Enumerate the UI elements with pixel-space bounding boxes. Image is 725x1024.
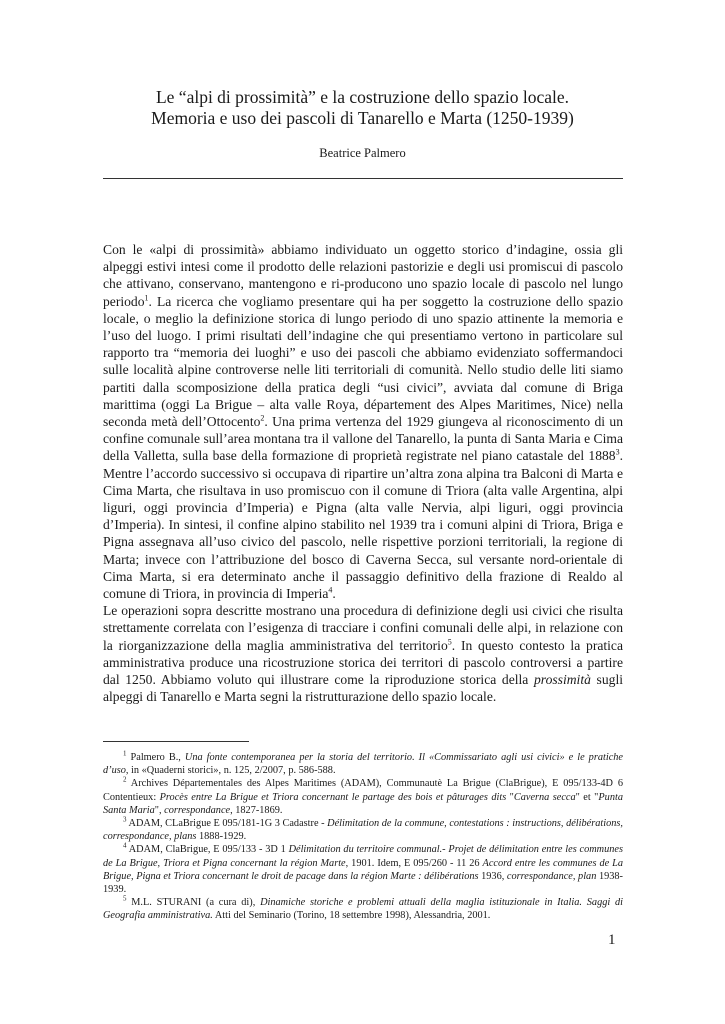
footnote-ref-4: 4 [328,585,333,595]
title-line-1: Le “alpi di prossimità” e la costruzione dello spazio locale. [155,87,570,107]
footnote-2: $^2$ Archives Départementales des Alpes Maritimes (ADAM), Communautè La Brigue (ClaBrigue), E 095/133-4D 6 Contentieux: Procès entre La Brigue et Triora concernant le partage des bois et pâturages dits "Caverna secca" et "Punta Santa Maria", correspondance, 1827-1869. [103,775,623,816]
footnote-ref-3: 3 [615,447,620,457]
page-number: 1 [608,932,616,948]
author-name: Beatrice Palmero [319,146,406,160]
paper-title [100,87,625,129]
footnotes [103,751,623,923]
footnote-ref-1: 1 [144,293,149,303]
paragraph-1: Con le «alpi di prossimità» abbiamo individuato un oggetto storico d’indagine, ossia gli alpeggi estivi intesi come il prodotto delle relazioni pastorizie e degli usi promiscui di pascolo che attivano, conservano, mantengono e ri-producono uno spazio locale di pascolo nel lungo periodo$^1$. La ricerca che vogliamo presentare qui ha per soggetto la costruzione dello spazio locale, o meglio la definizione storica di lungo periodo di uno spazio attinente la memoria e l’uso del luogo. I primi risultati dell’indagine che qui presentiamo vertono in particolare sul rapporto tra “memoria dei luoghi” e uso dei pascoli che abbiamo evidenziato soffermandoci sulle località alpine controverse nelle liti territoriali di comunità. Nello studio delle liti siamo partiti dalla scomposizione della pratica degli “usi civici”, avviata dal comune di Briga marittima (oggi La Brigue – alta valle Roya, département des Alpes Maritimes, Nice) nella seconda metà dell’Ottocento$^2$. Una prima vertenza del 1929 giungeva al riconoscimento di un confine comunale sull’area montana tra il vallone del Tanarello, la punta di Santa Maria e Cima della Valletta, sulla base della formazione di proprietà registrate nel piano catastale del 1888$^3$. Mentre l’accordo successivo si occupava di ripartire un’altra zona alpina tra Balconi di Marta e Cima Marta, che risultava in uso promiscuo con il comune di Triora (alta valle Argentina, alpi liguri, oggi provincia d’Imperia) e Pigna (alta valle Nervia, alpi liguri, oggi provincia d’Imperia). In sintesi, il confine alpino stabilito nel 1939 tra i comuni alpini di Triora, Briga e Pigna assegnava all’uso civico del pascolo, nelle rispettive porzioni territoriali, la regione di Marta; invece con l’attribuzione del bosco di Caverna Secca, sul versante nord-orientale di Cima Marta, si era determinato anche il passaggio definitivo della frazione di Realdo al comune di Triora, in provincia di Imperia$^4$. [103,242,623,602]
title-divider [103,178,623,179]
title-line-2: Memoria e uso dei pascoli di Tanarello e Marta (1250-1939) [151,108,574,128]
footnote-4: $^4$ ADAM, ClaBrigue, E 095/133 - 3D 1 Délimitation du territoire communal.- Projet de délimitation entre les communes de La Brigue, Triora et Pigna concernant la région Marte, 1901. Idem, E 095/260 - 11 26 Accord entre les communes de La Brigue, Pigna et Triora concernant le droit de pacage dans la région Marte : délibérations 1936, correspondance, plan 1938-1939. [103,842,624,896]
footnote-5: $^5$ M.L. STURANI (a cura di), Dinamiche storiche e problemi attuali della maglia istituzionale in Italia. Saggi di Geografia amministrativa. Atti del Seminario (Torino, 18 settembre 1998), Alessandria, 2001. [103,894,624,922]
footnote-ref-2: 2 [260,413,265,423]
paragraph-2: Le operazioni sopra descritte mostrano una procedura di definizione degli usi civici che risulta strettamente correlata con l’esigenza di tracciare i confini comunali delle alpi, in relazione con la riorganizzazione della maglia amministrativa del territorio$^5$. In questo contesto la pratica amministrativa produce una ricostruzione storica dei territori di pascolo controversi a partire dal 1250. Abbiamo voluto qui illustrare come la riproduzione storica della prossimità sugli alpeggi di Tanarello e Marta segni la ristrutturazione dello spazio locale. [103,603,623,705]
footnote-divider [103,741,249,742]
footnote-3: $^3$ ADAM, CLaBrigue E 095/181-1G 3 Cadastre - Délimitation de la commune, contestations : instructions, délibérations, correspondance, plans 1888-1929. [103,815,623,843]
footnote-ref-5: 5 [447,637,452,647]
footnote-1: $^1$ Palmero B., Una fonte contemporanea per la storia del territorio. Il «Commissariato agli usi civici» e le pratiche d’uso, in «Quaderni storici», n. 125, 2/2007, p. 586-588. [103,749,623,777]
body-text [103,241,623,705]
